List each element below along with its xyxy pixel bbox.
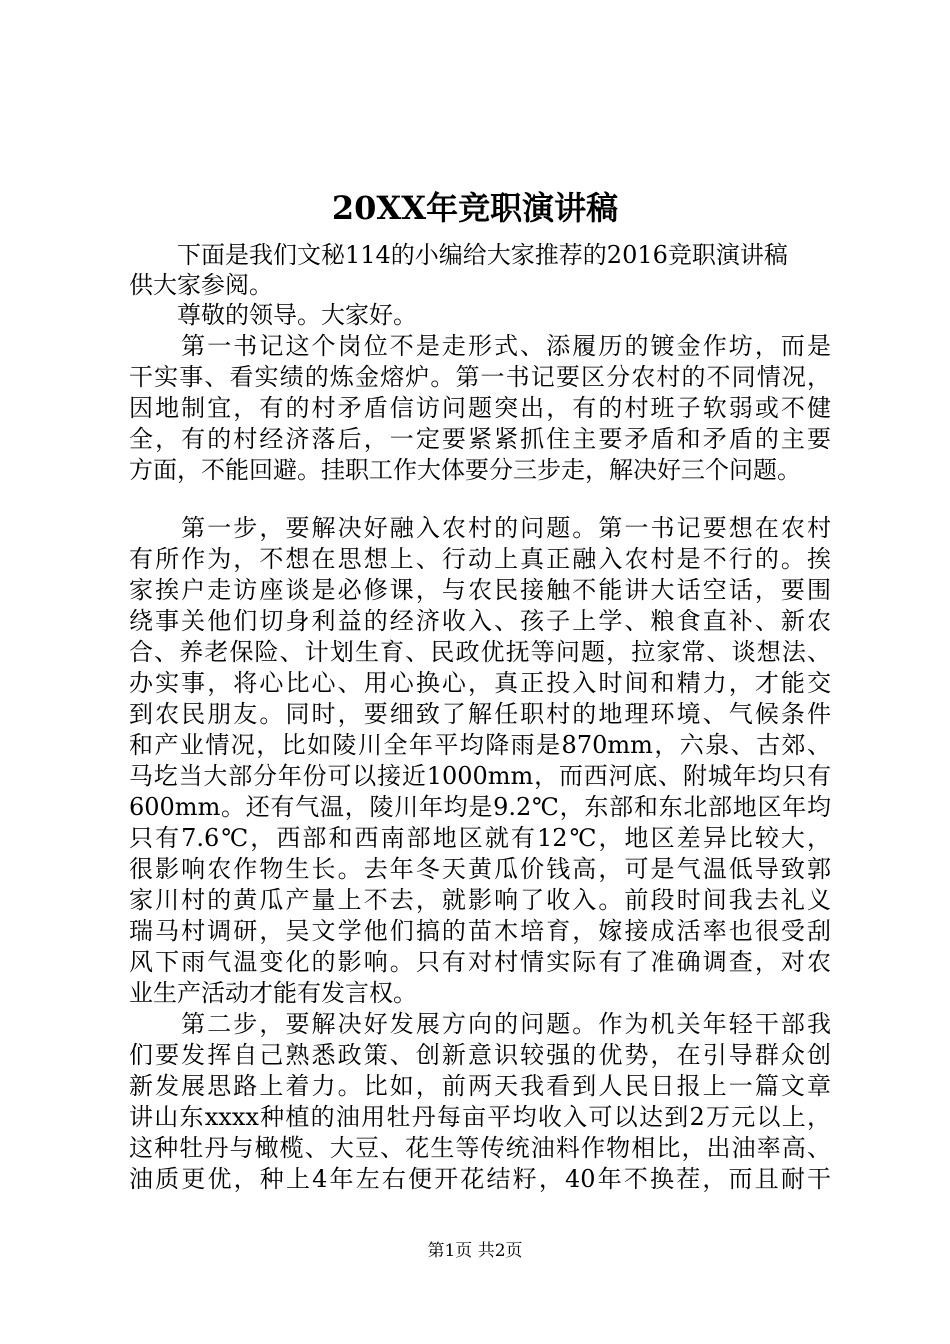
- body-line: 尊敬的领导。大家好。: [129, 301, 417, 329]
- body-line: 油质更优，种上4年左右便开花结籽，40年不换茬，而且耐干: [129, 1165, 831, 1193]
- body-line: 讲山东xxxx种植的油用牡丹每亩平均收入可以达到2万元以上，: [129, 1103, 831, 1131]
- body-line: 到农民朋友。同时，要细致了解任职村的地理环境、气候条件: [129, 700, 831, 728]
- body-line: 家挨户走访座谈是必修课，与农民接触不能讲大话空话，要围: [129, 576, 831, 604]
- body-line: 马圪当大部分年份可以接近1000mm，而西河底、附城年均只有: [129, 762, 831, 790]
- body-line: 们要发挥自己熟悉政策、创新意识较强的优势，在引导群众创: [129, 1041, 831, 1069]
- body-line: 合、养老保险、计划生育、民政优抚等问题，拉家常、谈想法、: [129, 638, 831, 666]
- body-line: 第二步，要解决好发展方向的问题。作为机关年轻干部我: [129, 1010, 831, 1038]
- body-line: 和产业情况，比如陵川全年平均降雨是870mm，六泉、古郊、: [129, 731, 831, 759]
- body-line: 第一步，要解决好融入农村的问题。第一书记要想在农村: [129, 514, 831, 542]
- body-line: 办实事，将心比心、用心换心，真正投入时间和精力，才能交: [129, 669, 831, 697]
- body-line: 瑞马村调研，吴文学他们搞的苗木培育，嫁接成活率也很受刮: [129, 917, 831, 945]
- body-line: 只有7.6℃，西部和西南部地区就有12℃，地区差异比较大，: [129, 824, 831, 852]
- body-line: 风下雨气温变化的影响。只有对村情实际有了准确调查，对农: [129, 948, 831, 976]
- body-line: 供大家参阅。: [129, 271, 273, 299]
- body-line: 业生产活动才能有发言权。: [129, 979, 417, 1007]
- body-line: 新发展思路上着力。比如，前两天我看到人民日报上一篇文章: [129, 1072, 831, 1100]
- body-line: 家川村的黄瓜产量上不去，就影响了收入。前段时间我去礼义: [129, 886, 831, 914]
- body-line: 有所作为，不想在思想上、行动上真正融入农村是不行的。挨: [129, 545, 831, 573]
- body-line: 干实事、看实绩的炼金熔炉。第一书记要区分农村的不同情况，: [129, 363, 831, 391]
- body-line: 很影响农作物生长。去年冬天黄瓜价钱高，可是气温低导致郭: [129, 855, 831, 883]
- body-line: 绕事关他们切身利益的经济收入、孩子上学、粮食直补、新农: [129, 607, 831, 635]
- body-line: 这种牡丹与橄榄、大豆、花生等传统油料作物相比，出油率高、: [129, 1134, 831, 1162]
- body-line: 下面是我们文秘114的小编给大家推荐的2016竞职演讲稿: [129, 241, 788, 269]
- page-footer: 第1页 共2页: [427, 1241, 523, 1261]
- body-line: 全，有的村经济落后，一定要紧紧抓住主要矛盾和矛盾的主要: [129, 425, 831, 453]
- body-line: 方面，不能回避。挂职工作大体要分三步走，解决好三个问题。: [129, 456, 801, 484]
- document-title: 20XX年竞职演讲稿: [331, 189, 619, 227]
- body-line: 因地制宜，有的村矛盾信访问题突出，有的村班子软弱或不健: [129, 394, 831, 422]
- body-line: 600mm。还有气温，陵川年均是9.2℃，东部和东北部地区年均: [129, 793, 831, 821]
- body-line: 第一书记这个岗位不是走形式、添履历的镀金作坊，而是: [129, 332, 831, 360]
